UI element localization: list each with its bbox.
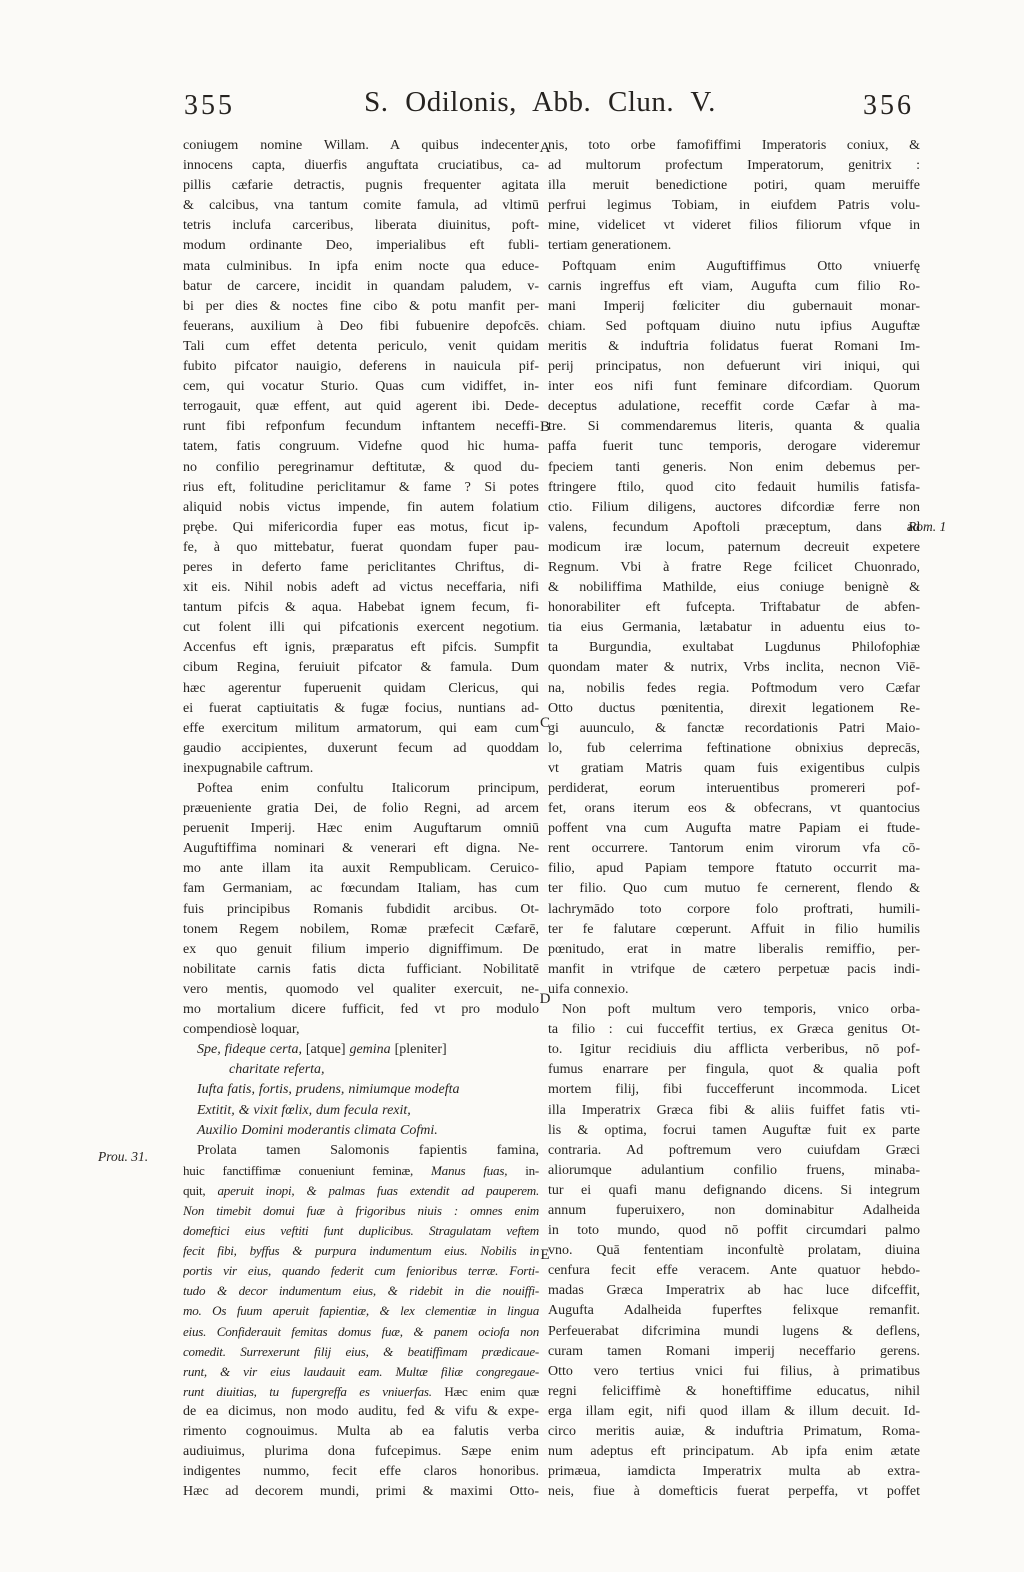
text-line <box>183 699 539 719</box>
text-segment: cenfura fecit effe veracem. Ante quatuor hebdo- <box>548 1263 920 1279</box>
text-segment: Hæc ad decorem mundi, primi & maximi Otto- <box>183 1484 539 1500</box>
text-line <box>548 257 920 277</box>
gutter-section-letter: D <box>539 991 551 1007</box>
text-line <box>548 1342 920 1362</box>
text-line <box>548 1201 920 1221</box>
text-line <box>183 1261 539 1281</box>
text-segment: nis, toto orbe famofiffimi Imperatoris coniux, & <box>548 138 920 153</box>
text-line <box>183 1322 539 1342</box>
text-line <box>183 337 539 357</box>
text-line <box>183 397 539 417</box>
text-segment: deceptus adulatione, receffit corde Cæfar à ma- <box>548 399 920 415</box>
text-line <box>183 1060 539 1080</box>
text-line <box>183 779 539 799</box>
text-segment: contraria. Ad poftremum vero cuiufdam Græci <box>548 1142 920 1158</box>
text-segment: prębe. Qui mifericordia fuper eas motus, ficut ip- <box>183 519 539 535</box>
text-line <box>548 799 920 819</box>
text-segment: ta Burgundia, exultabat Lugdunus Philofophiæ <box>548 640 920 656</box>
text-line <box>548 1241 920 1261</box>
text-segment: quit, <box>183 1182 218 1198</box>
text-line <box>548 940 920 960</box>
text-segment: Prolata tamen Salomonis fapientis famina, <box>197 1142 539 1158</box>
text-segment: [pleniter] <box>390 1042 447 1058</box>
gutter-section-letter: A <box>539 140 551 156</box>
text-line <box>183 1402 539 1422</box>
text-segment: batur de carcere, incidit in quandam paludem, v- <box>183 278 539 294</box>
text-segment: perfrui legimus Tobiam, in eiufdem Patris volu- <box>548 198 920 214</box>
italic-text-segment: Manus fuas, <box>431 1162 526 1178</box>
text-line <box>183 1281 539 1301</box>
text-segment: ei fuerat captiuitatis & fugæ focius, nuntians ad- <box>183 700 539 716</box>
text-line <box>183 136 539 156</box>
text-line <box>548 618 920 638</box>
text-line <box>183 1342 539 1362</box>
text-segment: madas Græca Imperatrix ab hac luce difceffit, <box>548 1283 920 1299</box>
text-line <box>183 578 539 598</box>
text-segment: uifa connexio. <box>548 981 629 997</box>
text-segment: Regnum. Vbi à fratre Rege fcilicet Chuonrado, <box>548 559 920 575</box>
italic-text-segment: mo. Os fuum aperuit fapientiæ, & lex clementiæ in lingua <box>183 1303 539 1319</box>
text-line <box>548 1442 920 1462</box>
text-segment: Auguftiffima nominari & venerari eft digna. Ne- <box>183 841 539 857</box>
text-segment: lachrymādo toto corpore folo proftrati, humili- <box>548 901 920 917</box>
text-line <box>183 518 539 538</box>
italic-text-segment: domeftici eius veftiti funt duplicibus. Stragulatam veftem <box>183 1223 539 1239</box>
text-line <box>548 1181 920 1201</box>
left-column <box>183 136 539 1502</box>
text-segment: Tali cum effet detenta periculo, venit quidam <box>183 338 539 354</box>
text-line <box>548 1281 920 1301</box>
text-line <box>548 317 920 337</box>
text-segment: manfit in vtrifque de cætero perpetuæ pacis indi- <box>548 961 920 977</box>
text-line <box>183 819 539 839</box>
text-segment: bi per dies & noctes fine cibo & potu manfit per- <box>183 298 539 314</box>
text-line <box>183 1362 539 1382</box>
text-segment: fam Germaniam, ac fœcundam Italiam, has cum <box>183 881 539 897</box>
text-line <box>548 337 920 357</box>
text-segment: tantum pifcis & aqua. Habebat ignem fecum, fi- <box>183 600 539 616</box>
text-segment: cem, qui vocatur Sturio. Quas cum vidiffet, in- <box>183 379 539 395</box>
text-line <box>548 1141 920 1161</box>
text-line <box>548 980 920 1000</box>
text-line <box>548 1060 920 1080</box>
text-line <box>548 518 920 538</box>
text-line <box>548 1462 920 1482</box>
text-line <box>183 1482 539 1502</box>
text-line <box>548 297 920 317</box>
text-line <box>183 498 539 518</box>
text-segment: fuis principibus Romanis fubdidit arcibus. Ot- <box>183 901 539 917</box>
text-segment: tertiam generationem. <box>548 238 672 254</box>
italic-text-segment: runt, & vir eius laudauit eam. Multæ filiæ congregaue- <box>183 1363 539 1379</box>
text-segment: innocens capta, diuerfis anguftata cruciatibus, ca- <box>183 158 539 174</box>
text-line <box>183 879 539 899</box>
text-line <box>548 859 920 879</box>
text-line <box>548 699 920 719</box>
text-line <box>548 1000 920 1020</box>
text-line <box>548 920 920 940</box>
gutter-section-letter: B <box>539 419 550 435</box>
text-segment: feuerans, auxilium à Deo fibi fubuenire depofcēs. <box>183 318 539 334</box>
text-line <box>183 739 539 759</box>
text-line <box>183 920 539 940</box>
text-segment: Augufta Adalheida fuperftes felixque remanfit. <box>548 1303 920 1319</box>
text-line <box>548 1382 920 1402</box>
text-line <box>548 277 920 297</box>
text-line <box>183 538 539 558</box>
text-line <box>183 799 539 819</box>
left-page-number: 355 <box>184 90 235 121</box>
text-line <box>183 1422 539 1442</box>
text-segment: num adeptus eft principatum. Ab ipfa enim ætate <box>548 1444 920 1460</box>
text-line <box>183 1181 539 1201</box>
text-segment: lo, fub celerrima feftinatione obnixius deprecās, <box>548 740 920 756</box>
text-line <box>183 558 539 578</box>
text-segment: de ea dicimus, non modo auditu, fed & vifu & expe- <box>183 1403 539 1419</box>
text-line <box>183 156 539 176</box>
text-segment: gi auunculo, & fanctæ recordationis Patri Maio- <box>548 720 920 736</box>
text-segment: inter eos nifi funt feminare difcordiam. Quorum <box>548 379 920 395</box>
text-segment: [atque] <box>302 1042 350 1058</box>
text-segment: modum ordinante Deo, imperialibus eft fubli- <box>183 238 539 254</box>
text-segment: audiuimus, plurima dona fufcepimus. Sæpe enim <box>183 1444 539 1460</box>
text-line <box>548 196 920 216</box>
text-line <box>183 900 539 920</box>
text-segment: Poftea enim confultu Italicorum principum, <box>197 781 539 796</box>
text-line <box>548 1101 920 1121</box>
right-column <box>548 136 920 1502</box>
text-segment: hæc agerentur fuperuenit quidam Clericus, qui <box>183 680 539 696</box>
text-segment: peres in deferto fame periclitantes Chriftus, di- <box>183 559 539 575</box>
text-segment: peruenit Imperij. Hæc enim Auguftarum omniū <box>183 821 539 837</box>
text-line <box>183 478 539 498</box>
italic-text-segment: Non timebit domui fuæ à frigoribus niuis : omnes enim <box>183 1202 539 1218</box>
text-segment: nobilitate carnis fatis dicta fufficiant. Nobilitatē <box>183 961 539 977</box>
text-segment: in- <box>525 1162 539 1178</box>
text-line <box>548 397 920 417</box>
text-segment: cibum Regina, feruiuit pifcator & famula. Dum <box>183 660 539 676</box>
text-line <box>183 236 539 256</box>
text-line <box>183 859 539 879</box>
text-line <box>183 1382 539 1402</box>
italic-text-segment: comedit. Surrexerunt filij eius, & beatiffimam prædicaue- <box>183 1343 539 1359</box>
text-line <box>183 196 539 216</box>
text-segment: fubito pifcator nauigio, deferens in nauicula pif- <box>183 359 539 375</box>
text-segment: erga illam egit, nifi quod illam & illum decuit. Id- <box>548 1403 920 1419</box>
text-line <box>548 437 920 457</box>
text-segment: tatem, fatis congruum. Videfne quod hic huma- <box>183 439 539 455</box>
text-segment: mine, videlicet vt videret filios filiorum vfque in <box>548 218 920 234</box>
text-line <box>183 638 539 658</box>
text-segment: inexpugnabile caftrum. <box>183 760 314 776</box>
text-line <box>183 658 539 678</box>
text-segment: honorabiliter eft fufcepta. Triftabatur de abfen- <box>548 600 920 616</box>
text-segment: fet, orans iterum eos & obfecrans, vt quantocius <box>548 801 920 817</box>
text-line <box>183 960 539 980</box>
text-segment: meritis & induftria folidatus fuerat Romani Im- <box>548 338 920 354</box>
text-line <box>548 357 920 377</box>
italic-text-segment: Auxilio Domini moderantis climata Cofmi. <box>197 1122 438 1138</box>
text-line <box>548 136 920 156</box>
text-segment: filio, apud Papiam tempore ftatuto occurrit ma- <box>548 861 920 877</box>
text-segment: fe, à quo mittebatur, fuerat quondam fuper pau- <box>183 539 539 555</box>
text-segment: Non poft multum vero temporis, vnico orba- <box>562 1002 920 1018</box>
text-segment: Poftquam enim Auguftiffimus Otto vniuerfę <box>562 258 920 274</box>
text-segment: fpeciem tanti generis. Non enim debemus per- <box>548 459 920 475</box>
text-line <box>183 980 539 1000</box>
text-segment: illa meruit benedictione potiri, quam meruiffe <box>548 178 920 194</box>
text-segment: compendiosè loquar, <box>183 1022 300 1038</box>
text-segment: runt fibi refponfum fecundum inftantem neceffi- <box>183 419 539 435</box>
text-segment: vno. Quā fententiam inconfultè prolatam, diuina <box>548 1243 920 1259</box>
text-line <box>183 176 539 196</box>
italic-text-segment: tudo & decor indumentum eius, & ridebit in die nouiffi- <box>183 1283 539 1299</box>
text-segment: perdiderat, eorum interuentibus promereri pof- <box>548 781 920 796</box>
text-segment: no confilio peregrinamur deftitutæ, & quod du- <box>183 459 539 475</box>
text-line <box>183 216 539 236</box>
text-line <box>183 1080 539 1100</box>
text-segment: tonem Regem nobilem, Romæ præfecit Cæfarē, <box>183 921 539 937</box>
text-line <box>548 1221 920 1241</box>
text-segment: illa Imperatrix Græca fibi & aliis fuiffet fatis vti- <box>548 1102 920 1118</box>
italic-text-segment: Extitit, & vixit fœlix, dum fecula rexit, <box>197 1102 411 1118</box>
text-segment: rimento cognouimus. Multa ab ea falutis verba <box>183 1424 539 1439</box>
text-line <box>183 1241 539 1261</box>
text-segment: na, nobilis fedes regia. Poftmodum vero Cæfar <box>548 680 920 696</box>
text-line <box>548 679 920 699</box>
text-line <box>548 719 920 739</box>
text-line <box>548 1261 920 1281</box>
text-line <box>548 1040 920 1060</box>
text-segment: poffent vna cum Augufta matre Papiam ei ftude- <box>548 821 920 837</box>
text-segment: ftringere ftilo, quod cito fedauit humilis fatisfa- <box>548 479 920 495</box>
text-line <box>548 1422 920 1442</box>
italic-text-segment: Spe, fideque certa, <box>197 1042 302 1058</box>
text-segment: chiam. Sed poftquam diuino nutu ipfius Auguftæ <box>548 318 920 334</box>
text-segment: fumus enarrare per fingula, quot & qualia poft <box>548 1062 920 1078</box>
text-segment: ter fe falutare cœperunt. Affuit in filio humilis <box>548 921 920 937</box>
text-segment: ex quo genuit filium imperio digniffimum. De <box>183 941 539 957</box>
text-line <box>548 156 920 176</box>
text-segment: effe exercitum militum armatorum, qui eam cum <box>183 720 539 736</box>
text-line <box>548 900 920 920</box>
text-line <box>183 839 539 859</box>
text-line <box>183 1121 539 1141</box>
text-segment: ad multorum profectum Imperatorum, genitrix : <box>548 158 920 174</box>
text-segment: Otto ductus pœnitentia, direxit legationem Re- <box>548 700 920 716</box>
text-segment: aliquid nobis victus impende, fin autem folatium <box>183 499 539 515</box>
text-line <box>183 1462 539 1482</box>
text-segment: vero mentis, quomodo vel qualiter exercuit, ne- <box>183 981 539 997</box>
italic-text-segment: charitate referta, <box>229 1062 325 1078</box>
text-segment: xit eis. Nihil nobis adeft ad victus neceffaria, nifi <box>183 580 539 596</box>
text-line <box>548 216 920 236</box>
text-line <box>183 458 539 478</box>
text-segment: Otto vero tertius vnici fui filius, à primatibus <box>548 1363 920 1379</box>
text-line <box>548 558 920 578</box>
text-segment: & calcibus, vna tantum comite famula, ad vltimū <box>183 198 539 214</box>
text-segment: primæua, iamdicta Imperatrix multa ab extra- <box>548 1464 920 1480</box>
text-line <box>548 598 920 618</box>
text-line <box>183 1301 539 1321</box>
text-segment: terrogauit, quæ effent, aut quid agerent ibi. Dede- <box>183 399 539 415</box>
italic-text-segment: fecit fibi, byffus & purpura indumentum eius. Nobilis in <box>183 1243 539 1259</box>
text-segment: cut folent illi qui pifcationis exercent negotium. <box>183 620 539 636</box>
text-line <box>183 679 539 699</box>
text-line <box>548 498 920 518</box>
text-line <box>548 819 920 839</box>
text-segment: huic fanctiffimæ conueniunt feminæ, <box>183 1162 431 1178</box>
italic-text-segment: gemina <box>349 1042 391 1058</box>
text-line <box>548 1402 920 1422</box>
text-line <box>548 658 920 678</box>
text-segment: gaudio accipientes, duxerunt fecum ad quoddam <box>183 740 539 756</box>
text-segment: lis & optima, focrui tamen Auguftæ fuit ex parte <box>548 1122 920 1138</box>
text-line <box>183 1442 539 1462</box>
text-line <box>548 458 920 478</box>
gutter-section-letter: C <box>539 715 550 731</box>
text-line <box>183 598 539 618</box>
text-line <box>548 1020 920 1040</box>
text-line <box>183 1000 539 1020</box>
text-line <box>548 478 920 498</box>
text-segment: vt gratiam Matris quam fuis exigentibus culpis <box>548 760 920 776</box>
text-segment: perij principatus, non defuerunt viri iniqui, qui <box>548 359 920 375</box>
text-segment: præueniente gratia Dei, de folio Regni, ad arcem <box>183 801 539 817</box>
text-segment: indigentes nummo, fecit effe claros honoribus. <box>183 1464 539 1480</box>
text-segment: annum fuperuixero, non dominabitur Adalheida <box>548 1202 920 1218</box>
text-line <box>183 1161 539 1181</box>
text-segment: coniugem nomine Willam. A quibus indecenter <box>183 138 539 153</box>
italic-text-segment: aperuit inopi, & palmas fuas extendit ad pauperem. <box>217 1182 539 1198</box>
text-line <box>548 1080 920 1100</box>
text-line <box>183 1201 539 1221</box>
text-segment: to. Igitur recidiuis diu afflicta verberibus, nō pof- <box>548 1042 920 1058</box>
text-line <box>183 437 539 457</box>
running-title: S. Odilonis, Abb. Clun. V. <box>364 86 716 118</box>
italic-text-segment: Iufta fatis, fortis, prudens, nimiumque modefta <box>197 1082 460 1098</box>
text-segment: ctio. Filium diligens, auctores difcordiæ ferre non <box>548 499 920 515</box>
italic-text-segment: eius. Confiderauit femitas domus fuæ, & panem ociofa non <box>183 1323 539 1339</box>
text-line <box>548 960 920 980</box>
text-segment: tur ei quafi manu defignando dicens. Si integrum <box>548 1182 920 1198</box>
text-segment: modicum iræ locum, paternum decreuit expetere <box>548 539 920 555</box>
text-line <box>548 638 920 658</box>
text-line <box>183 377 539 397</box>
text-segment: mo mortalium dicere fufficit, fed vt pro modulo <box>183 1002 539 1018</box>
text-line <box>183 417 539 437</box>
text-line <box>183 1040 539 1060</box>
text-line <box>548 1322 920 1342</box>
text-line <box>548 879 920 899</box>
text-segment: ter filio. Quo cum mutuo fe cernerent, flendo & <box>548 881 920 897</box>
text-segment: mortem filij, fibi fuccefferunt incommoda. Licet <box>548 1082 920 1098</box>
text-segment: pœnitudo, erat in matre liberalis remiffio, per- <box>548 941 920 957</box>
text-line <box>548 1121 920 1141</box>
text-line <box>183 257 539 277</box>
text-line <box>183 277 539 297</box>
text-segment: pillis cæfarie detractis, pugnis frequenter agitata <box>183 178 539 194</box>
text-segment: neis, fiue à domefticis fuerat perpeffa, vt poffet <box>548 1484 920 1500</box>
text-segment: tia eius Germania, lætabatur in aduentu eius to- <box>548 620 920 636</box>
text-segment: tre. Si commendaremus literis, quanta & qualia <box>548 419 920 435</box>
italic-text-segment: portis vir eius, quando federit cum fenioribus terræ. Forti- <box>183 1263 539 1279</box>
text-line <box>548 417 920 437</box>
text-segment: in toto mundo, quod nō poffit circumdari palmo <box>548 1223 920 1239</box>
text-line <box>183 719 539 739</box>
text-segment: mani Imperij fœliciter diu gubernauit monar- <box>548 298 920 314</box>
text-segment: valens, fecundum Apoftoli præceptum, dans ad <box>548 519 920 535</box>
text-segment: ta filio : cui fucceffit tertius, ex Græca genitus Ot- <box>548 1022 920 1038</box>
text-segment: Perfeuerabat difcrimina mundi lugens & deflens, <box>548 1323 920 1339</box>
text-segment: mata culminibus. In ipfa enim nocte qua educe- <box>183 258 539 274</box>
text-segment: rent occurrere. Tantorum enim virorum vfa cō- <box>548 841 920 857</box>
text-segment: Accenfus eft ignis, præparatus eft pifcis. Sumpfit <box>183 640 539 656</box>
text-line <box>548 1161 920 1181</box>
text-line <box>183 1221 539 1241</box>
text-line <box>183 618 539 638</box>
text-line <box>548 1482 920 1502</box>
text-line <box>548 538 920 558</box>
text-line <box>183 940 539 960</box>
text-segment: aliorumque adulantium confilio fruens, minaba- <box>548 1162 920 1178</box>
text-line <box>548 236 920 256</box>
right-page-number: 356 <box>863 90 914 121</box>
margin-citation-note: Rom. 1 <box>908 519 947 534</box>
text-segment: circo meritis auiæ, & induftria Primatum, Roma- <box>548 1424 920 1439</box>
gutter-section-letter: E <box>540 1247 550 1263</box>
text-segment: paffa fuerit tunc temporis, derogare videremur <box>548 439 920 455</box>
text-line <box>548 839 920 859</box>
text-segment: carnis ingreffus eft viam, Augufta cum filio Ro- <box>548 278 920 294</box>
text-line <box>183 1141 539 1161</box>
text-line <box>548 739 920 759</box>
text-line <box>548 1362 920 1382</box>
text-line <box>183 297 539 317</box>
italic-text-segment: runt diuitias, tu fupergreffa es vniuerfas. <box>183 1383 432 1399</box>
text-line <box>548 779 920 799</box>
text-segment: & nobiliffima Mathilde, eius coniuge benignè & <box>548 580 920 596</box>
text-line <box>183 1101 539 1121</box>
text-line <box>183 759 539 779</box>
text-segment: rius eft, folitudine periclitamur & fame ? Si potes <box>183 479 539 495</box>
text-segment: Hæc enim quæ <box>431 1383 539 1399</box>
text-line <box>183 357 539 377</box>
text-line <box>548 176 920 196</box>
text-segment: mo ante illam ita auxit Rempublicam. Ceruico- <box>183 861 539 877</box>
text-line <box>548 759 920 779</box>
text-segment: tetris inclufa carceribus, liberata diuinitus, poft- <box>183 218 539 234</box>
text-line <box>183 317 539 337</box>
text-segment: quondam mater & nutrix, Vrbs inclita, necnon Viē- <box>548 660 920 676</box>
text-line <box>548 1301 920 1321</box>
text-line <box>548 578 920 598</box>
text-segment: curam tamen Romani imperij neceffario gerens. <box>548 1343 920 1359</box>
margin-citation-note: Prou. 31. <box>98 1149 149 1164</box>
text-line <box>183 1020 539 1040</box>
text-segment: regni feliciffimè & honeftiffime educatus, nihil <box>548 1383 920 1399</box>
text-line <box>548 377 920 397</box>
